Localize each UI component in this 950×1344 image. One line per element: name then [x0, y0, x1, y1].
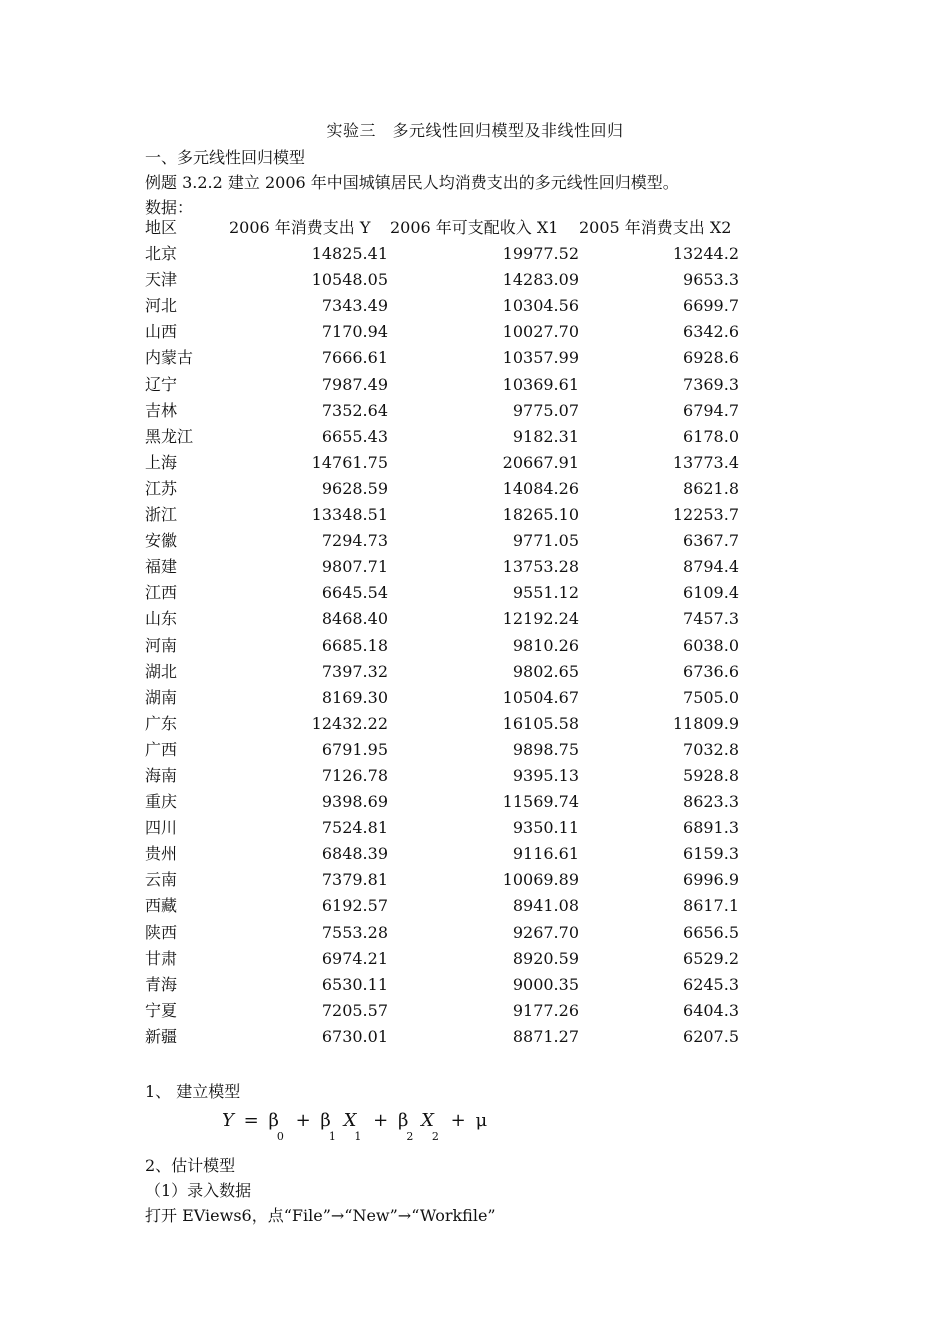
cell-y: 6791.95: [321, 739, 388, 759]
cell-x1: 13753.28: [502, 557, 579, 577]
instruction-text: 打开 EViews6，点“File”→“New”→“Workfile”: [145, 1206, 496, 1225]
cell-x1: 8871.27: [512, 1026, 579, 1046]
cell-x2: 6367.7: [683, 531, 739, 551]
formula-equals: =: [243, 1110, 259, 1131]
table-row: [145, 296, 745, 322]
cell-x2: 7457.3: [683, 609, 739, 629]
cell-region: 内蒙古: [145, 348, 194, 368]
formula-sub-0: 0: [276, 1130, 284, 1143]
formula-sub-2b: 2: [431, 1130, 439, 1143]
cell-region: 山东: [145, 609, 178, 629]
cell-region: 浙江: [145, 505, 178, 525]
cell-x1: 8941.08: [512, 896, 579, 916]
table-row: [145, 844, 745, 870]
cell-region: 广东: [145, 713, 178, 733]
cell-x1: 9771.05: [512, 531, 579, 551]
cell-y: 9807.71: [321, 557, 388, 577]
cell-x1: 9116.61: [512, 844, 579, 864]
cell-region: 广西: [145, 739, 178, 759]
cell-y: 6645.54: [321, 583, 388, 603]
cell-x1: 19977.52: [502, 244, 579, 264]
cell-x1: 11569.74: [502, 792, 579, 812]
cell-region: 福建: [145, 557, 178, 577]
cell-y: 7126.78: [321, 765, 388, 785]
formula-beta1: β: [320, 1110, 331, 1131]
formula-x1: X: [343, 1110, 357, 1131]
formula-beta2: β: [397, 1110, 409, 1131]
cell-region: 江苏: [145, 478, 178, 498]
table-row: [145, 505, 745, 531]
cell-y: 7553.28: [321, 922, 388, 942]
cell-x2: 6404.3: [683, 1000, 739, 1020]
cell-x2: 13244.2: [672, 244, 739, 264]
cell-x2: 8623.3: [683, 792, 739, 812]
cell-region: 湖北: [145, 661, 178, 681]
cell-y: 7666.61: [321, 348, 388, 368]
cell-region: 辽宁: [145, 374, 178, 394]
cell-x2: 8617.1: [683, 896, 739, 916]
table-row: [145, 557, 745, 583]
formula-plus-1: +: [295, 1110, 311, 1131]
table-row: [145, 375, 745, 401]
table-row: [145, 870, 745, 896]
table-row: [145, 244, 745, 270]
cell-y: 6730.01: [321, 1026, 388, 1046]
table-row: [145, 662, 745, 688]
formula-sub-1b: 1: [354, 1130, 362, 1143]
data-table: [145, 218, 745, 1053]
step-2-heading: 2、估计模型: [145, 1156, 236, 1175]
cell-x1: 10069.89: [502, 870, 579, 890]
cell-y: 6685.18: [321, 635, 388, 655]
cell-x2: 8794.4: [683, 557, 739, 577]
table-row: [145, 270, 745, 296]
table-row: [145, 896, 745, 922]
cell-x2: 6736.6: [683, 661, 739, 681]
cell-y: 7524.81: [321, 818, 388, 838]
cell-x1: 8920.59: [512, 948, 579, 968]
cell-x2: 7369.3: [683, 374, 739, 394]
cell-x2: 13773.4: [672, 452, 739, 472]
formula-y: Y: [222, 1110, 234, 1131]
cell-region: 云南: [145, 870, 178, 890]
cell-x1: 9000.35: [512, 974, 579, 994]
cell-y: 10548.05: [311, 270, 388, 290]
cell-x1: 10369.61: [502, 374, 579, 394]
header-region: 地区: [145, 218, 178, 237]
cell-x2: 9653.3: [683, 270, 739, 290]
table-row: [145, 427, 745, 453]
cell-x2: 6109.4: [683, 583, 739, 603]
table-row: [145, 609, 745, 635]
cell-x2: 7032.8: [683, 739, 739, 759]
cell-region: 北京: [145, 244, 178, 264]
table-row: [145, 401, 745, 427]
cell-x2: 11809.9: [672, 713, 739, 733]
cell-x1: 12192.24: [502, 609, 579, 629]
cell-y: 7397.32: [321, 661, 388, 681]
cell-x2: 7505.0: [683, 687, 739, 707]
page-title: 实验三 多元线性回归模型及非线性回归: [326, 121, 624, 140]
cell-y: 13348.51: [311, 505, 388, 525]
cell-y: 8169.30: [321, 687, 388, 707]
cell-x2: 6656.5: [683, 922, 739, 942]
cell-x2: 12253.7: [672, 505, 739, 525]
formula-mu: μ: [475, 1110, 488, 1131]
cell-region: 宁夏: [145, 1000, 178, 1020]
cell-x2: 6342.6: [683, 322, 739, 342]
header-x2: 2005 年消费支出 X2: [579, 218, 732, 237]
cell-region: 西藏: [145, 896, 178, 916]
cell-x2: 6794.7: [683, 400, 739, 420]
cell-x1: 9267.70: [512, 922, 579, 942]
cell-region: 上海: [145, 452, 178, 472]
cell-x2: 6038.0: [683, 635, 739, 655]
cell-y: 6848.39: [321, 844, 388, 864]
table-row: [145, 636, 745, 662]
cell-region: 天津: [145, 270, 178, 290]
example-text: 例题 3.2.2 建立 2006 年中国城镇居民人均消费支出的多元线性回归模型。: [145, 173, 679, 192]
cell-x1: 9551.12: [512, 583, 579, 603]
formula-x2: X: [421, 1110, 434, 1131]
formula-sub-2a: 2: [406, 1130, 414, 1143]
table-row: [145, 322, 745, 348]
cell-x1: 9350.11: [512, 818, 579, 838]
cell-y: 12432.22: [311, 713, 388, 733]
cell-region: 江西: [145, 583, 178, 603]
table-row: [145, 688, 745, 714]
table-row: [145, 766, 745, 792]
cell-y: 9398.69: [321, 792, 388, 812]
cell-region: 陕西: [145, 922, 178, 942]
header-x1: 2006 年可支配收入 X1: [390, 218, 559, 237]
cell-x1: 9182.31: [512, 426, 579, 446]
cell-region: 青海: [145, 974, 178, 994]
cell-x1: 18265.10: [502, 505, 579, 525]
cell-region: 黑龙江: [145, 426, 194, 446]
cell-x1: 20667.91: [502, 452, 579, 472]
cell-region: 重庆: [145, 792, 178, 812]
table-row: [145, 453, 745, 479]
table-row: [145, 923, 745, 949]
cell-x2: 6529.2: [683, 948, 739, 968]
cell-y: 7352.64: [321, 400, 388, 420]
cell-region: 山西: [145, 322, 178, 342]
cell-region: 吉林: [145, 400, 178, 420]
cell-x1: 10357.99: [502, 348, 579, 368]
cell-y: 7170.94: [321, 322, 388, 342]
cell-x2: 6245.3: [683, 974, 739, 994]
header-y: 2006 年消费支出 Y: [229, 218, 371, 237]
step-1-heading: 1、 建立模型: [145, 1082, 241, 1101]
cell-y: 7343.49: [321, 296, 388, 316]
cell-y: 7379.81: [321, 870, 388, 890]
table-row: [145, 740, 745, 766]
cell-x2: 6891.3: [683, 818, 739, 838]
cell-x1: 10504.67: [502, 687, 579, 707]
formula-plus-2: +: [373, 1110, 389, 1131]
cell-region: 河南: [145, 635, 178, 655]
table-row: [145, 818, 745, 844]
table-header-row: [145, 218, 745, 244]
cell-y: 14761.75: [311, 452, 388, 472]
table-row: [145, 714, 745, 740]
cell-x1: 16105.58: [502, 713, 579, 733]
cell-region: 湖南: [145, 687, 178, 707]
cell-x1: 10027.70: [502, 322, 579, 342]
table-row: [145, 1001, 745, 1027]
cell-x1: 9802.65: [512, 661, 579, 681]
cell-x1: 9395.13: [512, 765, 579, 785]
formula-beta0: β: [268, 1110, 279, 1131]
data-label: 数据：: [145, 198, 194, 217]
cell-x2: 6699.7: [683, 296, 739, 316]
cell-y: 6530.11: [321, 974, 388, 994]
cell-y: 7987.49: [321, 374, 388, 394]
cell-x2: 6207.5: [683, 1026, 739, 1046]
table-row: [145, 792, 745, 818]
table-row: [145, 975, 745, 1001]
cell-x1: 9810.26: [512, 635, 579, 655]
table-body: [145, 244, 745, 1053]
cell-region: 新疆: [145, 1026, 178, 1046]
cell-region: 甘肃: [145, 948, 178, 968]
cell-x1: 9898.75: [512, 739, 579, 759]
cell-y: 6974.21: [321, 948, 388, 968]
cell-x2: 6159.3: [683, 844, 739, 864]
table-row: [145, 1027, 745, 1053]
table-row: [145, 348, 745, 374]
cell-y: 9628.59: [321, 478, 388, 498]
cell-region: 海南: [145, 765, 178, 785]
formula-sub-1a: 1: [328, 1130, 336, 1143]
cell-y: 6655.43: [321, 426, 388, 446]
cell-region: 河北: [145, 296, 178, 316]
cell-region: 贵州: [145, 844, 178, 864]
cell-region: 安徽: [145, 531, 178, 551]
cell-region: 四川: [145, 818, 178, 838]
cell-y: 6192.57: [321, 896, 388, 916]
regression-formula: [222, 1110, 488, 1143]
cell-x2: 6996.9: [683, 870, 739, 890]
table-row: [145, 531, 745, 557]
section-heading: 一、多元线性回归模型: [145, 148, 306, 167]
cell-x2: 8621.8: [683, 478, 739, 498]
cell-x1: 9775.07: [512, 400, 579, 420]
step-2-1-heading: （1）录入数据: [145, 1181, 252, 1200]
table-row: [145, 583, 745, 609]
cell-y: 8468.40: [321, 609, 388, 629]
cell-y: 14825.41: [311, 244, 388, 264]
cell-x2: 6928.6: [683, 348, 739, 368]
cell-x1: 14084.26: [502, 478, 579, 498]
table-row: [145, 479, 745, 505]
cell-x1: 14283.09: [502, 270, 579, 290]
table-row: [145, 949, 745, 975]
cell-x1: 10304.56: [502, 296, 579, 316]
cell-x2: 6178.0: [683, 426, 739, 446]
cell-x1: 9177.26: [512, 1000, 579, 1020]
cell-x2: 5928.8: [683, 765, 739, 785]
formula-plus-3: +: [450, 1110, 466, 1131]
cell-y: 7294.73: [321, 531, 388, 551]
cell-y: 7205.57: [321, 1000, 388, 1020]
